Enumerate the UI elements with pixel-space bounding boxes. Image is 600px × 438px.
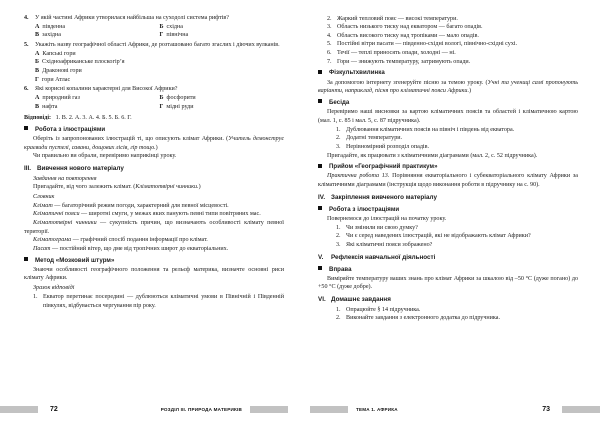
glossary-definition: — графічний спосіб подання інформації про клімат. [71,237,208,244]
sample-answer-title: Зразок відповіді [33,285,75,292]
illustration-text-italic: Учитель демонструє краєвиди пустелі, савани, дощових лісів, гір тощо. [24,135,284,151]
footer-title: РОЗДІЛ III. ПРИРОДА МАТЕРИКІВ [160,407,242,412]
footer-bar-decoration [562,406,600,413]
section-iv-text: Повернемося до ілюстрацій на початку уроку. [327,215,447,222]
fizkult-text-close: ) [468,88,472,95]
heading-beside [318,99,578,108]
question-text: Які корисні копалини характерні для Високої Африки? [35,86,178,93]
glossary-term: Пасат [33,245,51,252]
section-heading-iii [24,165,284,174]
option-letter: Г [35,76,39,83]
heading-illustration-work [24,126,284,135]
heading-text: Фізкультхвилинка [329,69,385,77]
glossary-entry [24,236,284,245]
section-heading-v [318,254,578,263]
heading-text: Вправа [329,265,352,273]
list-item [318,126,578,135]
list-item [318,241,578,250]
footer-bar-decoration [310,406,348,413]
option-label: східна [166,23,183,30]
option-label: південна [42,23,66,30]
option-letter: В [35,32,40,39]
question-body [35,85,284,111]
repeat-task-italic: Кліматотвірні чинники. [135,184,199,191]
list-item-text: Жаркий тепловий пояс — високі температури. [337,15,458,22]
list-item-number: 2. [327,15,332,22]
list-item-number: 1. [33,294,38,301]
left-page-footer [0,404,300,415]
section-title: Вивчення нового матеріалу [37,164,124,172]
glossary-definition: — постійний вітер, що дме від тропічних широт до екваторіальних. [50,245,229,252]
glossary-term: Кліматичні пояси [33,211,80,218]
option-h[interactable] [35,76,284,85]
option-label: гори Атлас [41,76,71,83]
square-bullet-icon [318,206,322,210]
list-item-number: 2. [336,135,341,142]
repeat-task-plain: Пригадайте, від чого залежить клімат. ( [33,184,136,191]
option-letter: Б [159,94,164,101]
list-item-text: Область високого тиску над тропіками — мало опадів. [337,32,479,39]
list-item [318,23,578,32]
list-item-number: 4. [327,32,332,39]
heading-text: Робота з ілюстраціями [329,205,400,213]
heading-text: Метод «Мозковий штурм» [35,256,115,264]
square-bullet-icon [318,164,322,168]
glossary-entry [24,202,284,211]
section-title: Рефлексія навчальної діяльності [331,253,436,261]
list-item-text: Додатні температури. [346,135,403,142]
question-item [24,85,284,111]
list-item-text: Течії — теплі приносять опади, холодні — ні. [337,50,456,57]
list-item-number: 3. [336,144,341,151]
answers-value: 1. В. 2. А. 3. А. 4. Б. 5. Б. 6. Г. [55,115,132,122]
list-item-text: Екватор перетинає посередині — дублюються кліматичні умови в Північній і Південній півкулях, відбувається чергування пір року. [43,294,284,309]
square-bullet-icon [24,126,28,130]
option-v[interactable] [35,31,160,40]
list-item [318,15,578,24]
section-heading-iv [318,194,578,203]
list-item-number: 2. [336,233,341,240]
list-item-text: Опрацюйте § 14 підручника. [346,306,421,313]
question-text: У якій частині Африки утворилася найбільша на суходолі система рифтів? [35,15,230,21]
repeat-task-close: ) [198,184,201,191]
list-item-number: 1. [336,126,341,133]
option-label: Драконові гори [42,67,82,74]
beside-closing: Пригадайте, як працювати з кліматичними діаграмами (мал. 2, с. 52 підручника). [327,152,538,159]
right-page-content [318,14,578,438]
option-v[interactable] [35,67,284,76]
list-item-text: Які кліматичні пояси зображено? [346,242,433,249]
glossary-entry [24,219,284,236]
glossary-term: Кліматограма [33,237,72,244]
section-roman-numeral: V. [318,253,324,261]
list-item-text: Виконайте завдання з електронного додатка до підручника. [346,315,501,322]
page-number: 73 [542,406,550,413]
practicum-lead: Практична робота 13. [327,173,390,180]
list-item-text: Дублювання кліматичних поясів на північ і південь від екватора. [346,126,515,133]
repeat-task-title: Завдання на повторення [33,175,97,182]
option-h[interactable] [160,31,285,40]
option-label: західна [42,32,61,39]
heading-vprava [318,266,578,275]
option-b[interactable] [160,23,285,32]
option-a[interactable] [35,94,160,103]
list-item-text: Чи є серед наведених ілюстрацій, які не відображають клімат Африки? [346,233,531,240]
illustration-text-close: ) [155,144,158,151]
list-item-number: 5. [327,41,332,48]
list-item-text: Гори — знижують температуру, затримують опади. [337,58,471,65]
list-item [318,58,578,67]
list-item [318,134,578,143]
option-label: мідні руди [166,103,194,110]
list-item-number: 2. [336,315,341,322]
right-page-footer [300,404,600,415]
heading-text: Бесіда [329,98,350,106]
question-body [35,14,284,40]
glossary-title: Словник [33,194,55,201]
option-label: нафта [42,103,58,110]
list-item-number: 1. [336,306,341,313]
question-item [24,14,284,40]
list-item-text: Область низького тиску над екватором — багато опадів. [337,24,483,31]
square-bullet-icon [24,257,28,261]
heading-text: Прийом «Географічний практикум» [329,163,438,171]
list-item-number: 6. [327,50,332,57]
brainstorm-text: Знаючи особливості географічного положення та рельєф материка, визначте основні риси клімату Африки. [24,266,284,282]
option-label: Східноафриканське плоскогір’я [42,59,125,66]
heading-text: Робота з ілюстраціями [35,125,106,133]
option-letter: А [35,94,40,101]
question-number: 4. [24,15,29,21]
list-item-text: Чи змінили ви свою думку? [346,224,418,231]
beside-text: Перевіримо наші висновки за картою кліматичних поясів та областей і кліматичною картою (мал. 1, с. 85 і мал. 5, с. 87 підручника). [318,108,578,124]
beside-list [318,126,578,152]
footer-bar-decoration [0,406,38,413]
question-item [24,41,284,84]
list-item [318,314,578,323]
glossary-term: Кліматотвірні чинники [33,220,97,227]
option-h[interactable] [160,103,285,112]
option-letter: В [35,67,40,74]
homework-list [318,306,578,323]
option-a[interactable] [35,23,160,32]
list-item [318,224,578,233]
question-body [35,41,284,84]
list-item-number: 1. [336,224,341,231]
heading-practicum [318,163,578,172]
option-letter: А [35,23,40,30]
list-item [318,49,578,58]
option-letter: Б [35,59,40,66]
heading-illustration-work-iv [318,206,578,215]
option-label: Капські гори [42,50,76,57]
glossary-definition: — багаторічний режим погоди, характерний для певної місцевості. [52,202,229,209]
illustration-text-plain: Оберіть із запропонованих ілюстрацій ті, що описують клімат Африки. ( [33,135,229,142]
glossary-entry [24,245,284,254]
fizkult-text-italic: Учні та учениці самі пропонують варіанти, наприклад, пісня про кліматичні пояси Африки. [318,79,578,95]
square-bullet-icon [318,70,322,74]
option-b[interactable] [35,58,284,67]
question-number: 5. [24,41,29,48]
list-item [318,306,578,315]
square-bullet-icon [318,266,322,270]
list-item [318,40,578,49]
answers-line [24,114,284,123]
glossary-definition: — сукупність причин, що визначають особливості клімату певної території. [24,220,284,235]
question-text: Укажіть назву географічної області Африки, де розташовано багато згаслих і діючих вулканів. [35,41,280,48]
section-heading-vi [318,296,578,305]
fizkult-text [318,79,578,96]
section-roman-numeral: VI. [318,296,326,303]
footer-bar-decoration [250,406,288,413]
practicum-body: Порівняння екваторіального і субекваторіального клімату Африки за кліматичними діаграмами (інструкція щодо виконання роботи в підручнику на с. 90). [318,173,578,189]
list-item [318,32,578,41]
illustration-paragraph-second: Чи правильно ви обрали, перевіримо наприкінці уроку. [33,153,177,160]
option-letter: Г [159,103,164,110]
list-item-number: 3. [327,24,332,31]
right-page [300,0,600,438]
option-v[interactable] [35,103,160,112]
option-a[interactable] [35,50,284,59]
fizkult-text-plain: За допомогою інтернету згенеруйте пісню за темою уроку. ( [327,79,488,86]
list-item [318,143,578,152]
page-number: 72 [50,406,58,413]
list-item-text: Нерівномірний розподіл опадів. [346,144,430,151]
repeat-task-text [24,183,284,192]
list-item [318,232,578,241]
question-options [35,94,284,111]
list-item-number: 7. [327,58,332,65]
heading-fizkultkhvylynka [318,69,578,78]
section-roman-numeral: IV. [318,193,326,201]
answers-label: Відповіді: [24,115,52,122]
section-roman-numeral: III. [24,164,31,172]
option-label: фосфорити [166,94,196,101]
list-item-number: 3. [336,242,341,249]
question-options [35,50,284,85]
option-letter: В [35,103,40,110]
section-iv-list [318,224,578,250]
brainstorm-continued-list [318,15,578,67]
question-options [35,23,284,40]
brainstorm-list [24,293,284,310]
illustration-paragraph [24,135,284,152]
glossary-term: Клімат [33,202,53,209]
section-v-text: Виміряйте температуру ваших знань про клімат Африки за шкалою від –50 °С (дуже погано) до +50 °С (дуже добре). [318,275,578,291]
left-page-content [24,14,284,438]
list-item-text: Постійні вітри пасати — південно-східні вологі, північно-східні сухі. [337,41,518,48]
practicum-text [318,172,578,189]
option-b[interactable] [160,94,285,103]
footer-title: ТЕМА 1. АФРИКА [356,407,398,412]
option-letter: Г [159,32,164,39]
option-letter: Б [159,23,164,30]
square-bullet-icon [318,99,322,103]
glossary-entry [24,210,284,219]
glossary-definition: — широтні смуги, у межах яких панують певні типи повітряних мас. [79,211,261,218]
option-letter: А [35,50,40,57]
question-number: 6. [24,86,29,93]
option-label: природний газ [42,94,80,101]
section-title: Домашнє завдання [331,296,391,303]
heading-brainstorm [24,257,284,266]
list-item [24,293,284,310]
section-title: Закріплення вивченого матеріалу [331,193,437,201]
option-label: північна [166,32,189,39]
